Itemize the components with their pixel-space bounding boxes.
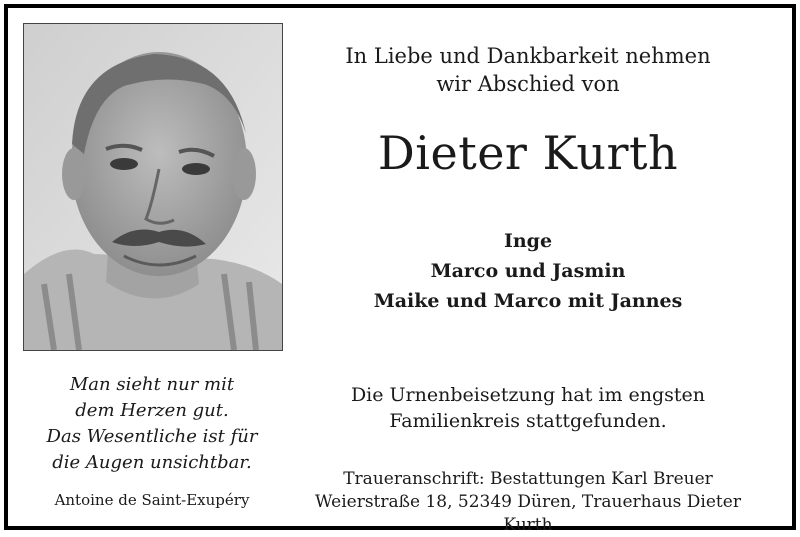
quote-text [23,372,281,476]
obituary-card [4,4,796,535]
intro-line: In Liebe und Dankbarkeit nehmen [345,44,711,68]
intro-text [308,42,748,98]
address-line: Weierstraße 18, 52349 Düren, Trauerhaus Dieter Kurth [315,492,741,535]
burial-line: Die Urnenbeisetzung hat im engsten [350,384,706,406]
intro-line: wir Abschied von [436,72,620,96]
deceased-name: Dieter Kurth [377,126,679,180]
mourning-address [298,468,758,537]
mourner-line: Inge [503,230,553,252]
burial-notice [308,382,748,434]
mourners-list [308,226,748,316]
quote-author: Antoine de Saint-Exupéry [54,491,250,509]
mourner-line: Marco und Jasmin [430,260,626,282]
quote-line: Das Wesentliche ist für [46,426,258,447]
quote-line: die Augen unsichtbar. [52,452,252,473]
mourner-line: Maike und Marco mit Jannes [373,290,683,312]
address-line: Traueranschrift: Bestattungen Karl Breuer [343,469,713,489]
portrait-photo [23,23,283,351]
quote-line: Man sieht nur mit [69,374,235,395]
burial-line: Familienkreis stattgefunden. [389,410,667,432]
quote-line: dem Herzen gut. [75,400,229,421]
